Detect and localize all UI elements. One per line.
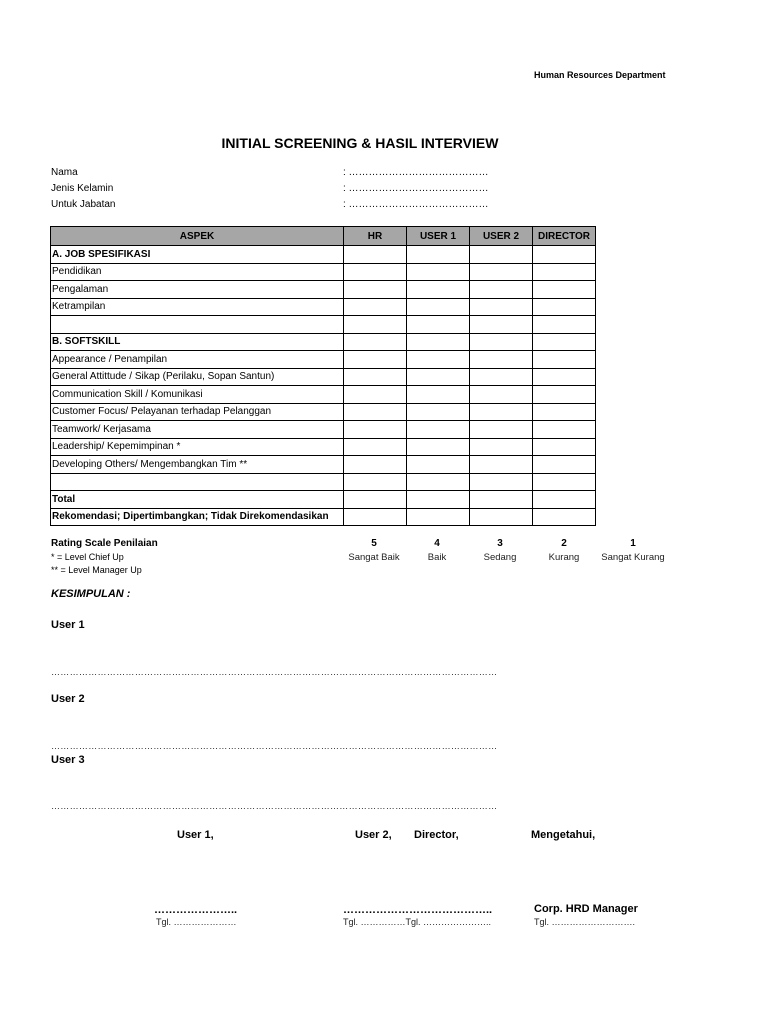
header-hr: HR <box>344 227 407 246</box>
score-cell-hr[interactable] <box>344 421 407 439</box>
rating-value-3: 3 <box>497 538 503 549</box>
score-cell-director[interactable] <box>533 508 596 526</box>
score-cell-director[interactable] <box>533 281 596 299</box>
aspek-cell: Rekomendasi; Dipertimbangkan; Tidak Direkomendasikan <box>51 508 344 526</box>
score-cell-user1[interactable] <box>407 246 470 264</box>
user2-heading: User 2 <box>51 693 85 705</box>
aspek-cell: Teamwork/ Kerjasama <box>51 421 344 439</box>
signature-user2-director-date[interactable]: Tgl. ……………Tgl. ………………….. <box>343 917 492 927</box>
score-cell-user2[interactable] <box>470 456 533 474</box>
score-cell-user2[interactable] <box>470 386 533 404</box>
signature-hrd-date[interactable]: Tgl. ………………………. <box>534 917 636 927</box>
score-cell-user2[interactable] <box>470 316 533 334</box>
gender-field[interactable]: : …………………………………… <box>343 183 489 194</box>
score-cell-user1[interactable] <box>407 351 470 369</box>
aspek-cell <box>51 316 344 334</box>
document-title: INITIAL SCREENING & HASIL INTERVIEW <box>221 135 499 151</box>
score-cell-user2[interactable] <box>470 473 533 491</box>
table-row <box>51 368 596 386</box>
name-field[interactable]: : …………………………………… <box>343 167 489 178</box>
rating-label-2: Kurang <box>548 552 580 563</box>
score-cell-hr[interactable] <box>344 456 407 474</box>
signature-user1-date[interactable]: Tgl. ………………… <box>156 917 237 927</box>
table-row <box>51 281 596 299</box>
table-row <box>51 298 596 316</box>
score-cell-user1[interactable] <box>407 456 470 474</box>
position-field[interactable]: : …………………………………… <box>343 199 489 210</box>
score-cell-user2[interactable] <box>470 403 533 421</box>
score-cell-user1[interactable] <box>407 421 470 439</box>
rating-value-1: 1 <box>630 538 636 549</box>
score-cell-director[interactable] <box>533 351 596 369</box>
aspek-cell: Developing Others/ Mengembangkan Tim ** <box>51 456 344 474</box>
score-cell-director[interactable] <box>533 316 596 334</box>
score-cell-director[interactable] <box>533 421 596 439</box>
evaluation-table <box>50 226 596 526</box>
table-row <box>51 508 596 526</box>
score-cell-hr[interactable] <box>344 438 407 456</box>
aspek-cell: Pendidikan <box>51 263 344 281</box>
header-user2: USER 2 <box>470 227 533 246</box>
user3-notes-line[interactable]: ……………………………………………………………………………………………………………………………… <box>51 801 498 811</box>
signature-user2-director-line[interactable]: ………………………………….. <box>343 904 493 916</box>
table-row <box>51 491 596 509</box>
score-cell-director[interactable] <box>533 246 596 264</box>
score-cell-hr[interactable] <box>344 263 407 281</box>
rating-scale-title: Rating Scale Penilaian <box>51 538 158 549</box>
table-header-row <box>51 227 596 246</box>
table-row <box>51 473 596 491</box>
table-row <box>51 316 596 334</box>
table-row <box>51 351 596 369</box>
table-row <box>51 421 596 439</box>
signature-director-label: Director, <box>414 829 459 841</box>
score-cell-user2[interactable] <box>470 491 533 509</box>
score-cell-user1[interactable] <box>407 316 470 334</box>
score-cell-user1[interactable] <box>407 281 470 299</box>
signature-user1-label: User 1, <box>177 829 214 841</box>
score-cell-user1[interactable] <box>407 386 470 404</box>
name-label: Nama <box>51 167 78 178</box>
gender-label: Jenis Kelamin <box>51 183 114 194</box>
score-cell-user1[interactable] <box>407 263 470 281</box>
aspek-cell: Communication Skill / Komunikasi <box>51 386 344 404</box>
score-cell-user2[interactable] <box>470 263 533 281</box>
signature-user1-line[interactable]: ………………….. <box>154 904 238 916</box>
kesimpulan-title: KESIMPULAN : <box>51 588 131 600</box>
score-cell-user1[interactable] <box>407 508 470 526</box>
score-cell-user1[interactable] <box>407 333 470 351</box>
signature-mengetahui-label: Mengetahui, <box>531 829 596 841</box>
aspek-cell: General Attittude / Sikap (Perilaku, Sopan Santun) <box>51 368 344 386</box>
score-cell-user2[interactable] <box>470 508 533 526</box>
score-cell-hr[interactable] <box>344 508 407 526</box>
score-cell-director[interactable] <box>533 491 596 509</box>
score-cell-user1[interactable] <box>407 368 470 386</box>
table-row <box>51 456 596 474</box>
table-row <box>51 386 596 404</box>
rating-note-chief: * = Level Chief Up <box>51 552 124 562</box>
score-cell-director[interactable] <box>533 263 596 281</box>
score-cell-user2[interactable] <box>470 421 533 439</box>
user2-notes-line[interactable]: ……………………………………………………………………………………………………………………………… <box>51 741 498 751</box>
score-cell-hr[interactable] <box>344 368 407 386</box>
score-cell-user1[interactable] <box>407 403 470 421</box>
table-row <box>51 263 596 281</box>
signature-user2-label: User 2, <box>355 829 392 841</box>
score-cell-user1[interactable] <box>407 473 470 491</box>
table-row <box>51 438 596 456</box>
score-cell-hr[interactable] <box>344 333 407 351</box>
score-cell-user2[interactable] <box>470 298 533 316</box>
rating-value-5: 5 <box>371 538 377 549</box>
score-cell-director[interactable] <box>533 473 596 491</box>
header-aspek: ASPEK <box>51 227 344 246</box>
score-cell-director[interactable] <box>533 438 596 456</box>
table-row <box>51 333 596 351</box>
score-cell-hr[interactable] <box>344 491 407 509</box>
score-cell-hr[interactable] <box>344 473 407 491</box>
score-cell-hr[interactable] <box>344 281 407 299</box>
table-row <box>51 246 596 264</box>
score-cell-director[interactable] <box>533 386 596 404</box>
score-cell-hr[interactable] <box>344 403 407 421</box>
aspek-cell: B. SOFTSKILL <box>51 333 344 351</box>
aspek-cell: Ketrampilan <box>51 298 344 316</box>
aspek-cell: Appearance / Penampilan <box>51 351 344 369</box>
position-label: Untuk Jabatan <box>51 199 116 210</box>
score-cell-user2[interactable] <box>470 246 533 264</box>
table-row <box>51 403 596 421</box>
user3-heading: User 3 <box>51 754 85 766</box>
user1-heading: User 1 <box>51 619 85 631</box>
aspek-cell: Total <box>51 491 344 509</box>
score-cell-director[interactable] <box>533 333 596 351</box>
score-cell-director[interactable] <box>533 298 596 316</box>
aspek-cell: Pengalaman <box>51 281 344 299</box>
score-cell-director[interactable] <box>533 403 596 421</box>
score-cell-director[interactable] <box>533 456 596 474</box>
header-user1: USER 1 <box>407 227 470 246</box>
score-cell-user2[interactable] <box>470 351 533 369</box>
score-cell-director[interactable] <box>533 368 596 386</box>
score-cell-user1[interactable] <box>407 298 470 316</box>
score-cell-user1[interactable] <box>407 438 470 456</box>
rating-value-2: 2 <box>561 538 567 549</box>
user1-notes-line[interactable]: ……………………………………………………………………………………………………………………………… <box>51 667 498 677</box>
score-cell-hr[interactable] <box>344 316 407 334</box>
rating-note-manager: ** = Level Manager Up <box>51 565 142 575</box>
rating-label-3: Sedang <box>483 552 517 563</box>
rating-label-1: Sangat Kurang <box>601 552 665 563</box>
score-cell-user2[interactable] <box>470 368 533 386</box>
score-cell-hr[interactable] <box>344 246 407 264</box>
aspek-cell <box>51 473 344 491</box>
hrd-manager-label: Corp. HRD Manager <box>534 903 638 915</box>
score-cell-hr[interactable] <box>344 351 407 369</box>
aspek-cell: Customer Focus/ Pelayanan terhadap Pelanggan <box>51 403 344 421</box>
header-director: DIRECTOR <box>533 227 596 246</box>
rating-value-4: 4 <box>434 538 440 549</box>
score-cell-hr[interactable] <box>344 298 407 316</box>
score-cell-user2[interactable] <box>470 281 533 299</box>
department-label: Human Resources Department <box>534 70 666 80</box>
score-cell-user2[interactable] <box>470 333 533 351</box>
aspek-cell: A. JOB SPESIFIKASI <box>51 246 344 264</box>
rating-label-5: Sangat Baik <box>348 552 400 563</box>
rating-label-4: Baik <box>427 552 447 563</box>
score-cell-hr[interactable] <box>344 386 407 404</box>
aspek-cell: Leadership/ Kepemimpinan * <box>51 438 344 456</box>
score-cell-user2[interactable] <box>470 438 533 456</box>
score-cell-user1[interactable] <box>407 491 470 509</box>
